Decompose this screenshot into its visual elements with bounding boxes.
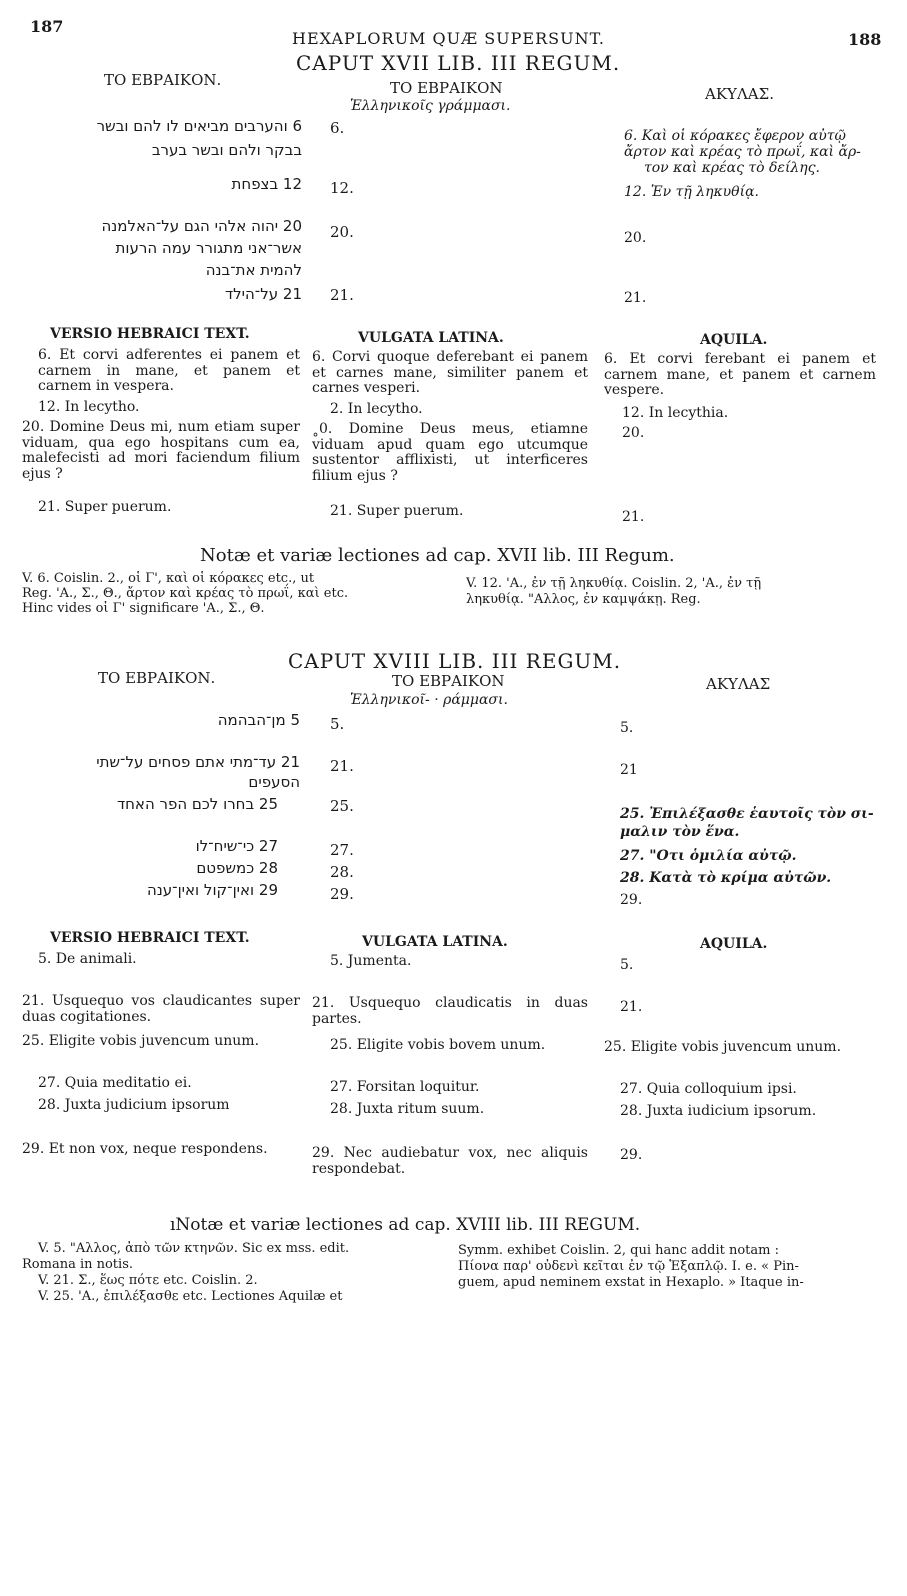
ch17-translit-verse: 20.	[330, 223, 354, 241]
chapter-18-title: CAPUT XVIII LIB. III REGUM.	[288, 649, 622, 673]
ch18-note-line: V. 5. "Αλλος, ἀπὸ τῶν κτηνῶν. Sic ex mss. edit.	[38, 1241, 350, 1256]
ch17-aquila-lat-head: AQUILA.	[700, 332, 768, 348]
ch18-vulgata-verse: 27. Forsitan loquitur.	[330, 1079, 480, 1095]
ch18-vulgata-verse: 28. Juxta ritum suum.	[330, 1101, 485, 1117]
ch18-note-line: Symm. exhibet Coislin. 2, qui hanc addit notam :	[458, 1243, 780, 1258]
ch18-aquila-lat-verse: 5.	[620, 957, 634, 973]
ch17-note-line: Hinc vides οἱ Γ' significare 'Α., Σ., Θ.	[22, 601, 265, 616]
ch18-vulgata-verse: 29. Nec audiebatur vox, nec aliquis respondebat.	[312, 1145, 588, 1177]
ch18-hebrew-line: 25 בחרו לכם הפר האחד	[116, 795, 278, 813]
ch18-aquila-greek: 21	[620, 762, 638, 778]
ch17-translit-verse: 12.	[330, 179, 354, 197]
ch18-versio-verse: 29. Et non vox, neque respondens.	[22, 1141, 268, 1157]
ch18-col-translit-head: ΤΟ ΕΒΡΑΙΚΟΝ	[392, 672, 505, 690]
ch18-translit-verse: 25.	[330, 797, 354, 815]
page-number-right: 188	[848, 30, 882, 49]
ch17-note-line: V. 12. 'Α., ἐν τῇ ληκυθίᾳ. Coislin. 2, 'Α., ἐν τῇ	[466, 576, 762, 591]
ch18-note-line: guem, apud neminem exstat in Hexaplo. » Itaque in-	[458, 1275, 804, 1290]
ch17-vulgata-verse: 2. In lecytho.	[330, 401, 423, 417]
ch18-versio-verse: 5. De animali.	[38, 951, 137, 967]
ch18-translit-verse: 29.	[330, 885, 354, 903]
ch18-aquila-lat-verse: 25. Eligite vobis juvencum unum.	[604, 1039, 842, 1055]
ch18-aquila-greek: 28. Κατὰ τὸ κρίμα αὐτῶν.	[620, 870, 832, 886]
ch18-aquila-lat-verse: 29.	[620, 1147, 643, 1163]
ch18-aquila-lat-verse: 27. Quia colloquium ipsi.	[620, 1081, 797, 1097]
page-number-left: 187	[30, 17, 64, 36]
ch17-versio-verse: 12. In lecytho.	[38, 399, 140, 415]
ch17-note-line: ληκυθίᾳ. "Αλλος, ἐν καμψάκῃ. Reg.	[466, 592, 701, 607]
ch18-aquila-lat-head: AQUILA.	[700, 936, 768, 952]
ch17-aquila-greek: 21.	[624, 290, 647, 306]
ch18-hebrew-line: הסעפים	[248, 773, 300, 791]
running-title: HEXAPLORUM QUÆ SUPERSUNT.	[292, 29, 606, 48]
ch18-hebrew-line: 28 כמשפטם	[196, 859, 278, 877]
ch18-hebrew-line: 27 כי־שיח־לו	[195, 837, 278, 855]
ch18-translit-verse: 28.	[330, 863, 354, 881]
ch18-vulgata-verse: 5. Jumenta.	[330, 953, 412, 969]
ch18-aquila-greek: 27. "Οτι ὁμιλία αὐτῷ.	[620, 848, 797, 864]
ch17-translit-verse: 21.	[330, 286, 354, 304]
ch17-note-line: Reg. 'Α., Σ., Θ., ἄρτον καὶ κρέας τὸ πρωΐ, καὶ etc.	[22, 586, 349, 601]
ch17-aquila-greek: 20.	[624, 230, 647, 246]
ch17-vulgata-head: VULGATA LATINA.	[358, 330, 504, 346]
ch17-note-line: V. 6. Coislin. 2., οἱ Γ', καὶ οἱ κόρακες etc., ut	[22, 571, 315, 586]
ch18-translit-verse: 27.	[330, 841, 354, 859]
ch18-hebrew-line: 29 ואין־קול ואין־ענה	[146, 881, 278, 899]
ch18-versio-verse: 25. Eligite vobis juvencum unum.	[22, 1033, 260, 1049]
ch17-versio-head: VERSIO HEBRAICI TEXT.	[50, 326, 250, 342]
ch18-versio-verse: 28. Juxta judicium ipsorum	[38, 1097, 230, 1113]
ch17-hebrew-line: 20 יהוה אלהי הגם על־האלמנה	[101, 217, 302, 235]
ch17-notes-title: Notæ et variæ lectiones ad cap. XVII lib. III Regum.	[200, 545, 675, 566]
ch17-aquila-greek: ἄρτον καὶ κρέας τὸ πρωΐ, καὶ ἄρ-	[624, 144, 861, 160]
ch18-note-line: Romana in notis.	[22, 1257, 133, 1272]
ch17-aquila-greek: 12. Ἐν τῇ ληκυθίᾳ.	[624, 184, 759, 200]
ch18-vulgata-head: VULGATA LATINA.	[362, 934, 508, 950]
ch18-aquila-lat-verse: 28. Juxta iudicium ipsorum.	[620, 1103, 817, 1119]
ch17-hebrew-line: להמית את־בנה	[205, 261, 302, 279]
ch17-col-translit-sub: Ἑλληνικοῖς γράμμασι.	[350, 98, 511, 114]
ch17-col-aquila-head: ΑΚΥΛΑΣ.	[705, 85, 774, 103]
ch18-hebrew-line: 21 עד־מתי אתם פסחים על־שתי	[96, 753, 300, 771]
ch17-hebrew-line: 21 על־הילד	[224, 285, 302, 303]
ch17-hebrew-line: אשר־אני מתגורר עמה הרעות	[115, 239, 302, 257]
ch17-col-hebrew-head: ΤΟ ΕΒΡΑΙΚΟΝ.	[104, 71, 222, 89]
ch18-aquila-greek: μαλιν τὸν ἕνα.	[620, 824, 740, 840]
ch17-versio-verse: 20. Domine Deus mi, num etiam super viduam, qua ego hospitans cum ea, malefecisti ad mori faciendum filium ejus ?	[22, 419, 300, 483]
ch17-aquila-lat-verse: 12. In lecythia.	[622, 405, 729, 421]
ch17-versio-verse: 21. Super puerum.	[38, 499, 172, 515]
ch18-translit-verse: 21.	[330, 757, 354, 775]
ch18-versio-verse: 27. Quia meditatio ei.	[38, 1075, 192, 1091]
ch17-hebrew-line: 12 בצפחת	[231, 175, 302, 193]
ch17-vulgata-verse: 21. Super puerum.	[330, 503, 464, 519]
ch17-versio-verse: 6. Et corvi adferentes ei panem et carnem in mane, et panem et carnem in vespera.	[38, 347, 300, 395]
ch18-aquila-greek: 29.	[620, 892, 643, 908]
ch18-aquila-greek: 5.	[620, 720, 634, 736]
chapter-17-title: CAPUT XVII LIB. III REGUM.	[296, 51, 621, 75]
ch18-note-line: Πίονα παρ' οὐδενὶ κεῖται ἐν τῷ Ἑξαπλῷ. I. e. « Pin-	[458, 1259, 799, 1274]
ch17-vulgata-verse: ˳0. Domine Deus meus, etiamne viduam apud quam ego utcumque sustentor afflixisti, ut interficeres filium ejus ?	[312, 421, 588, 485]
ch17-aquila-lat-verse: 21.	[622, 509, 645, 525]
ch18-aquila-lat-verse: 21.	[620, 999, 643, 1015]
ch17-aquila-lat-verse: 20.	[622, 425, 645, 441]
ch18-translit-verse: 5.	[330, 715, 345, 733]
ch18-note-line: V. 25. 'Α., ἐπιλέξασθε etc. Lectiones Aquilæ et	[38, 1289, 343, 1304]
ch17-aquila-greek: 6. Καὶ οἱ κόρακες ἔφερον αὐτῷ	[624, 128, 846, 144]
ch18-col-translit-sub: Ἑλληνικοῖ- · ράμμασι.	[350, 692, 508, 708]
ch18-versio-head: VERSIO HEBRAICI TEXT.	[50, 930, 250, 946]
ch18-col-hebrew-head: ΤΟ ΕΒΡΑΙΚΟΝ.	[98, 669, 216, 687]
ch18-col-aquila-head: ΑΚΥΛΑΣ	[706, 675, 771, 693]
ch17-hebrew-line: 6 והערבים מביאים לו להם ובשר	[96, 117, 302, 135]
ch18-vulgata-verse: 21. Usquequo claudicatis in duas partes.	[312, 995, 588, 1027]
ch17-aquila-greek: τον καὶ κρέας τὸ δείλης.	[644, 160, 820, 176]
ch17-aquila-lat-verse: 6. Et corvi ferebant ei panem et carnem mane, et panem et carnem vespere.	[604, 351, 876, 399]
ch18-hebrew-line: 5 מן־הבהמה	[217, 711, 300, 729]
ch18-vulgata-verse: 25. Eligite vobis bovem unum.	[330, 1037, 546, 1053]
ch17-translit-verse: 6.	[330, 119, 345, 137]
ch17-hebrew-line: בבקר ולהם ובשר בערב	[151, 141, 302, 159]
ch18-note-line: V. 21. Σ., ἕως πότε etc. Coislin. 2.	[38, 1273, 258, 1288]
ch18-versio-verse: 21. Usquequo vos claudicantes super duas cogitationes.	[22, 993, 300, 1025]
ch18-notes-title: ıNotæ et variæ lectiones ad cap. XVIII lib. III REGUM.	[170, 1215, 641, 1235]
ch18-aquila-greek: 25. Ἐπιλέξασθε ἑαυτοῖς τὸν σι-	[620, 806, 874, 822]
ch17-col-translit-head: ΤΟ ΕΒΡΑΙΚΟΝ	[390, 79, 503, 97]
ch17-vulgata-verse: 6. Corvi quoque deferebant ei panem et carnes mane, similiter panem et carnes vesperi.	[312, 349, 588, 397]
